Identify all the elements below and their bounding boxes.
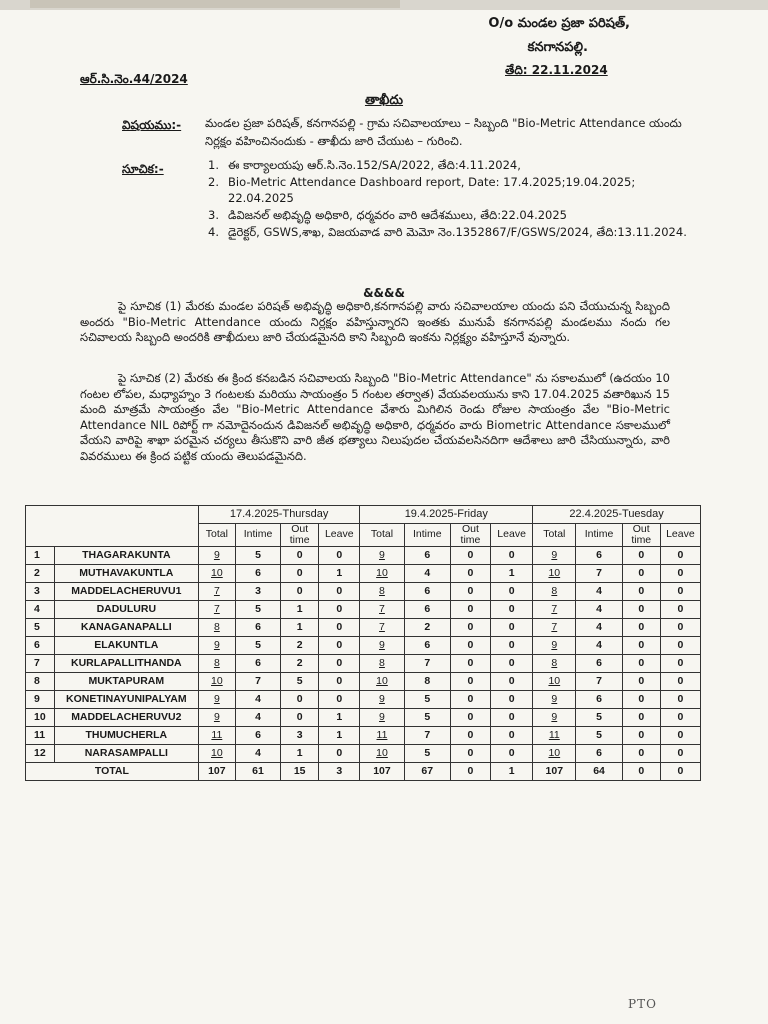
- total-cell: 1: [491, 762, 533, 780]
- attendance-cell: 4: [404, 564, 450, 582]
- attendance-cell: 0: [319, 654, 360, 672]
- secretariat-name: KONETINAYUNIPALYAM: [54, 690, 198, 708]
- attendance-cell: 0: [660, 672, 700, 690]
- attendance-cell: 8: [533, 582, 576, 600]
- attendance-cell: 0: [319, 600, 360, 618]
- secretariat-name: THUMUCHERLA: [54, 726, 198, 744]
- attendance-cell: 0: [450, 546, 490, 564]
- attendance-cell: 1: [281, 618, 319, 636]
- table-row: [26, 744, 701, 762]
- attendance-cell: 0: [622, 726, 660, 744]
- attendance-cell: 0: [281, 690, 319, 708]
- secretariat-name: THAGARAKUNTA: [54, 546, 198, 564]
- row-number: 1: [26, 546, 55, 564]
- pto-note: PTO: [628, 997, 657, 1011]
- table-row: [26, 708, 701, 726]
- day-header: 19.4.2025-Friday: [360, 506, 533, 524]
- attendance-cell: 11: [533, 726, 576, 744]
- attendance-cell: 7: [404, 654, 450, 672]
- attendance-cell: 0: [319, 672, 360, 690]
- attendance-cell: 10: [360, 672, 404, 690]
- table-row: [26, 618, 701, 636]
- attendance-cell: 7: [533, 618, 576, 636]
- column-header: Out time: [622, 523, 660, 546]
- attendance-cell: 8: [198, 618, 235, 636]
- attendance-cell: 9: [360, 708, 404, 726]
- attendance-cell: 2: [281, 654, 319, 672]
- attendance-cell: 8: [360, 654, 404, 672]
- secretariat-name: ELAKUNTLA: [54, 636, 198, 654]
- row-number: 6: [26, 636, 55, 654]
- attendance-cell: 0: [622, 546, 660, 564]
- attendance-cell: 6: [235, 618, 280, 636]
- reference-item: [208, 224, 698, 240]
- attendance-cell: 0: [622, 600, 660, 618]
- column-header: Leave: [319, 523, 360, 546]
- row-number: 9: [26, 690, 55, 708]
- day-header: 17.4.2025-Thursday: [198, 506, 360, 524]
- attendance-cell: 6: [576, 654, 622, 672]
- attendance-cell: 10: [360, 744, 404, 762]
- row-number: 11: [26, 726, 55, 744]
- attendance-cell: 0: [319, 582, 360, 600]
- row-number: 5: [26, 618, 55, 636]
- attendance-cell: 8: [360, 582, 404, 600]
- column-header: Leave: [491, 523, 533, 546]
- attendance-cell: 9: [533, 546, 576, 564]
- reference-text: డైరెక్టర్, GSWS,శాఖ, విజయవాడ వారి మెమో నెం.1352867/F/GSWS/2024, తేది:13.11.2024.: [228, 225, 687, 239]
- attendance-cell: 10: [198, 744, 235, 762]
- attendance-cell: 7: [404, 726, 450, 744]
- attendance-cell: 1: [319, 726, 360, 744]
- attendance-cell: 0: [622, 618, 660, 636]
- attendance-cell: 0: [622, 636, 660, 654]
- attendance-table: [25, 505, 701, 781]
- attendance-cell: 7: [235, 672, 280, 690]
- attendance-cell: 0: [491, 690, 533, 708]
- total-row: [26, 762, 701, 780]
- attendance-cell: 7: [360, 618, 404, 636]
- attendance-cell: 0: [491, 726, 533, 744]
- attendance-cell: 0: [450, 654, 490, 672]
- row-number: 3: [26, 582, 55, 600]
- attendance-cell: 0: [660, 564, 700, 582]
- attendance-cell: 6: [404, 600, 450, 618]
- attendance-cell: 9: [360, 636, 404, 654]
- reference-item: [208, 157, 698, 173]
- attendance-cell: 6: [235, 564, 280, 582]
- row-number: 7: [26, 654, 55, 672]
- attendance-cell: 10: [198, 564, 235, 582]
- attendance-cell: 0: [622, 582, 660, 600]
- attendance-cell: 5: [235, 600, 280, 618]
- reference-text: డివిజనల్ అభివృద్ధి అధికారి, ధర్మవరం వారి ఆదేశములు, తేది:22.04.2025: [228, 208, 567, 222]
- table-row: [26, 636, 701, 654]
- attendance-cell: 9: [198, 636, 235, 654]
- attendance-cell: 2: [281, 636, 319, 654]
- total-cell: 15: [281, 762, 319, 780]
- attendance-cell: 0: [450, 564, 490, 582]
- attendance-cell: 0: [450, 708, 490, 726]
- total-cell: 67: [404, 762, 450, 780]
- attendance-cell: 0: [660, 690, 700, 708]
- attendance-cell: 6: [404, 582, 450, 600]
- secretariat-name: KANAGANAPALLI: [54, 618, 198, 636]
- column-header: Intime: [576, 523, 622, 546]
- total-cell: 64: [576, 762, 622, 780]
- body-paragraph-2-text: పై సూచిక (2) మేరకు ఈ క్రింద కనబడిన సచివాలయ సిబ్బంది "Bio-Metric Attendance" ను సకాలములో (ఉదయం 10 గంటల లోపల, మధ్యాహ్నం 3 గంటలకు మరియు సాయంత్రం 5 గంటల తర్వాత) వేయవలయును కాని 17.04.2025 వతారిఖున 15 మంది మాత్రమే సాయంత్రం వేల "Bio-Metric Attendance వేశారు మిగిలిన రెండు రోజుల సాయంత్రం వేల "Bio-Metric Attendance NIL రిపోర్ట్ గా నమోదైనందున డివిజనల్ అభివృద్ధి అధికారి, ధర్మవరం వారు Biometric Attendance సకాలములో వేయని వారిపై శాఖా పరమైన చర్యలు తీసుకొని వారి జీత భత్యాలు నిలుపుదల చేయవలసినదిగా ఆదేశాలు జారి చేసియున్నారు, వారి వివరములు ఈ క్రింద పట్టిక యందు తెలుపడమైనది.: [80, 371, 670, 463]
- scan-top-edge: [0, 0, 768, 10]
- column-header: Leave: [660, 523, 700, 546]
- reference-num: 3.: [208, 208, 219, 222]
- total-cell: 0: [660, 762, 700, 780]
- reference-num: 4.: [208, 225, 219, 239]
- total-cell: 107: [533, 762, 576, 780]
- attendance-cell: 0: [622, 654, 660, 672]
- row-number: 8: [26, 672, 55, 690]
- attendance-cell: 10: [533, 672, 576, 690]
- column-header: Total: [360, 523, 404, 546]
- body-paragraph-2: [80, 371, 670, 465]
- attendance-cell: 5: [281, 672, 319, 690]
- attendance-cell: 2: [404, 618, 450, 636]
- secretariat-name: DADULURU: [54, 600, 198, 618]
- total-cell: 0: [450, 762, 490, 780]
- attendance-cell: 0: [281, 546, 319, 564]
- attendance-cell: 0: [450, 744, 490, 762]
- column-header-row: [26, 523, 701, 546]
- total-label: TOTAL: [26, 762, 199, 780]
- secretariat-name: MUTHAVAKUNTLA: [54, 564, 198, 582]
- attendance-cell: 3: [235, 582, 280, 600]
- attendance-cell: 7: [198, 582, 235, 600]
- attendance-cell: 4: [235, 708, 280, 726]
- attendance-cell: 9: [533, 708, 576, 726]
- attendance-cell: 6: [404, 546, 450, 564]
- attendance-cell: 0: [450, 672, 490, 690]
- secretariat-name: MADDELACHERUVU1: [54, 582, 198, 600]
- attendance-cell: 1: [281, 744, 319, 762]
- attendance-cell: 0: [622, 744, 660, 762]
- attendance-cell: 0: [319, 690, 360, 708]
- attendance-cell: 9: [360, 690, 404, 708]
- attendance-cell: 8: [198, 654, 235, 672]
- references-list: [208, 157, 698, 241]
- attendance-cell: 10: [533, 744, 576, 762]
- reference-num: 1.: [208, 158, 219, 172]
- blank-header-cell: [26, 506, 199, 524]
- attendance-cell: 0: [660, 744, 700, 762]
- attendance-cell: 9: [360, 546, 404, 564]
- secretariat-name: MADDELACHERUVU2: [54, 708, 198, 726]
- attendance-cell: 10: [360, 564, 404, 582]
- attendance-cell: 0: [660, 636, 700, 654]
- attendance-cell: 7: [576, 672, 622, 690]
- attendance-cell: 0: [450, 582, 490, 600]
- attendance-cell: 3: [281, 726, 319, 744]
- table-row: [26, 564, 701, 582]
- attendance-cell: 0: [450, 618, 490, 636]
- section-separator: &&&&: [363, 286, 405, 300]
- attendance-cell: 6: [576, 546, 622, 564]
- table-row: [26, 672, 701, 690]
- attendance-cell: 4: [576, 582, 622, 600]
- attendance-cell: 0: [491, 744, 533, 762]
- attendance-cell: 6: [235, 654, 280, 672]
- attendance-cell: 10: [198, 672, 235, 690]
- references-label: సూచిక:-: [122, 162, 164, 176]
- attendance-cell: 0: [281, 708, 319, 726]
- attendance-cell: 1: [319, 708, 360, 726]
- attendance-cell: 6: [404, 636, 450, 654]
- reference-item: [208, 174, 698, 206]
- attendance-cell: 7: [533, 600, 576, 618]
- attendance-cell: 6: [235, 726, 280, 744]
- body-paragraph-1: [80, 299, 670, 346]
- attendance-cell: 0: [491, 672, 533, 690]
- attendance-cell: 11: [198, 726, 235, 744]
- table-row: [26, 726, 701, 744]
- total-cell: 61: [235, 762, 280, 780]
- attendance-cell: 9: [533, 636, 576, 654]
- attendance-cell: 5: [404, 744, 450, 762]
- column-header: Total: [198, 523, 235, 546]
- attendance-cell: 4: [576, 618, 622, 636]
- attendance-cell: 8: [533, 654, 576, 672]
- attendance-cell: 0: [491, 618, 533, 636]
- document-title: తాఖీదు: [364, 93, 404, 108]
- attendance-cell: 0: [319, 546, 360, 564]
- reference-number: ఆర్.సి.నెం.44/2024: [80, 72, 188, 86]
- column-header: Intime: [404, 523, 450, 546]
- attendance-cell: 9: [198, 546, 235, 564]
- attendance-cell: 4: [235, 744, 280, 762]
- attendance-cell: 10: [533, 564, 576, 582]
- table-row: [26, 582, 701, 600]
- attendance-cell: 7: [198, 600, 235, 618]
- attendance-cell: 1: [319, 564, 360, 582]
- attendance-cell: 6: [576, 690, 622, 708]
- total-cell: 0: [622, 762, 660, 780]
- attendance-cell: 4: [576, 600, 622, 618]
- attendance-cell: 0: [660, 618, 700, 636]
- column-header: Out time: [450, 523, 490, 546]
- blank-header-cell: [26, 523, 199, 546]
- attendance-cell: 7: [360, 600, 404, 618]
- attendance-cell: 0: [622, 564, 660, 582]
- table-body: [26, 546, 701, 780]
- attendance-cell: 5: [235, 546, 280, 564]
- attendance-cell: 0: [450, 726, 490, 744]
- attendance-cell: 9: [198, 708, 235, 726]
- attendance-cell: 9: [533, 690, 576, 708]
- attendance-cell: 0: [319, 744, 360, 762]
- row-number: 2: [26, 564, 55, 582]
- attendance-cell: 1: [281, 600, 319, 618]
- attendance-cell: 5: [576, 708, 622, 726]
- attendance-cell: 0: [491, 582, 533, 600]
- attendance-cell: 0: [450, 636, 490, 654]
- reference-item: [208, 207, 698, 223]
- scan-shadow: [30, 0, 400, 8]
- day-header-row: [26, 506, 701, 524]
- total-cell: 107: [360, 762, 404, 780]
- row-number: 10: [26, 708, 55, 726]
- attendance-cell: 0: [491, 636, 533, 654]
- attendance-cell: 5: [404, 690, 450, 708]
- attendance-cell: 9: [198, 690, 235, 708]
- secretariat-name: MUKTAPURAM: [54, 672, 198, 690]
- table-row: [26, 546, 701, 564]
- attendance-cell: 0: [281, 582, 319, 600]
- document-date: తేది: 22.11.2024: [505, 63, 608, 77]
- table-row: [26, 600, 701, 618]
- reference-text: Bio-Metric Attendance Dashboard report, Date: 17.4.2025;19.04.2025; 22.04.2025: [228, 175, 636, 205]
- attendance-cell: 6: [576, 744, 622, 762]
- column-header: Out time: [281, 523, 319, 546]
- attendance-cell: 0: [660, 600, 700, 618]
- secretariat-name: NARASAMPALLI: [54, 744, 198, 762]
- total-cell: 3: [319, 762, 360, 780]
- attendance-cell: 5: [235, 636, 280, 654]
- column-header: Intime: [235, 523, 280, 546]
- attendance-cell: 0: [660, 654, 700, 672]
- attendance-cell: 5: [404, 708, 450, 726]
- row-number: 12: [26, 744, 55, 762]
- attendance-cell: 4: [235, 690, 280, 708]
- table-row: [26, 690, 701, 708]
- attendance-cell: 0: [660, 708, 700, 726]
- attendance-cell: 0: [622, 672, 660, 690]
- reference-text: ఈ కార్యాలయపు ఆర్.సి.నెం.152/SA/2022, తేది:4.11.2024,: [228, 158, 521, 172]
- attendance-cell: 0: [281, 564, 319, 582]
- attendance-cell: 0: [622, 690, 660, 708]
- attendance-cell: 0: [450, 600, 490, 618]
- table-header: [26, 506, 701, 547]
- attendance-cell: 4: [576, 636, 622, 654]
- attendance-cell: 0: [319, 636, 360, 654]
- attendance-cell: 0: [660, 726, 700, 744]
- attendance-cell: 0: [491, 654, 533, 672]
- attendance-cell: 0: [660, 546, 700, 564]
- attendance-cell: 1: [491, 564, 533, 582]
- attendance-cell: 0: [319, 618, 360, 636]
- secretariat-name: KURLAPALLITHANDA: [54, 654, 198, 672]
- attendance-cell: 7: [576, 564, 622, 582]
- attendance-cell: 5: [576, 726, 622, 744]
- attendance-cell: 0: [491, 600, 533, 618]
- attendance-cell: 0: [491, 546, 533, 564]
- total-cell: 107: [198, 762, 235, 780]
- table-row: [26, 654, 701, 672]
- office-line-2: కనగానపల్లి.: [527, 40, 588, 55]
- attendance-cell: 11: [360, 726, 404, 744]
- body-paragraph-1-text: పై సూచిక (1) మేరకు మండల పరిషత్ అభివృద్ధి అధికారి,కనగానపల్లి వారు సచివాలయాల యందు పని చేయుచున్న సిబ్బంది అందరు "Bio-Metric Attendance యందు నిర్లక్షం వహిస్తున్నారని ఇంతకు మునుపే కనగానపల్లి మండలము నందు గల సచివాలయ సిబ్బంది అందరికి తాఖీదులు జారి చేయడమైనది కాని సిబ్బంది ఇంకను నిర్లక్ష్యం వహిస్తూనే వున్నారు.: [80, 299, 670, 345]
- attendance-cell: 0: [622, 708, 660, 726]
- subject-text: మండల ప్రజా పరిషత్, కనగానపల్లి - గ్రామ సచివాలయాలు – సిబ్బంది "Bio-Metric Attendance యందు నిర్లక్షం వహించినందుకు - తాఖీదు జారి చేయుట – గురించి.: [205, 116, 682, 148]
- reference-num: 2.: [208, 175, 219, 189]
- column-header: Total: [533, 523, 576, 546]
- attendance-cell: 8: [404, 672, 450, 690]
- attendance-cell: 0: [491, 708, 533, 726]
- attendance-cell: 0: [660, 582, 700, 600]
- attendance-cell: 0: [450, 690, 490, 708]
- subject-label: విషయము:-: [122, 118, 182, 132]
- office-line-1: O/o మండల ప్రజా పరిషత్,: [488, 16, 630, 31]
- day-header: 22.4.2025-Tuesday: [533, 506, 701, 524]
- row-number: 4: [26, 600, 55, 618]
